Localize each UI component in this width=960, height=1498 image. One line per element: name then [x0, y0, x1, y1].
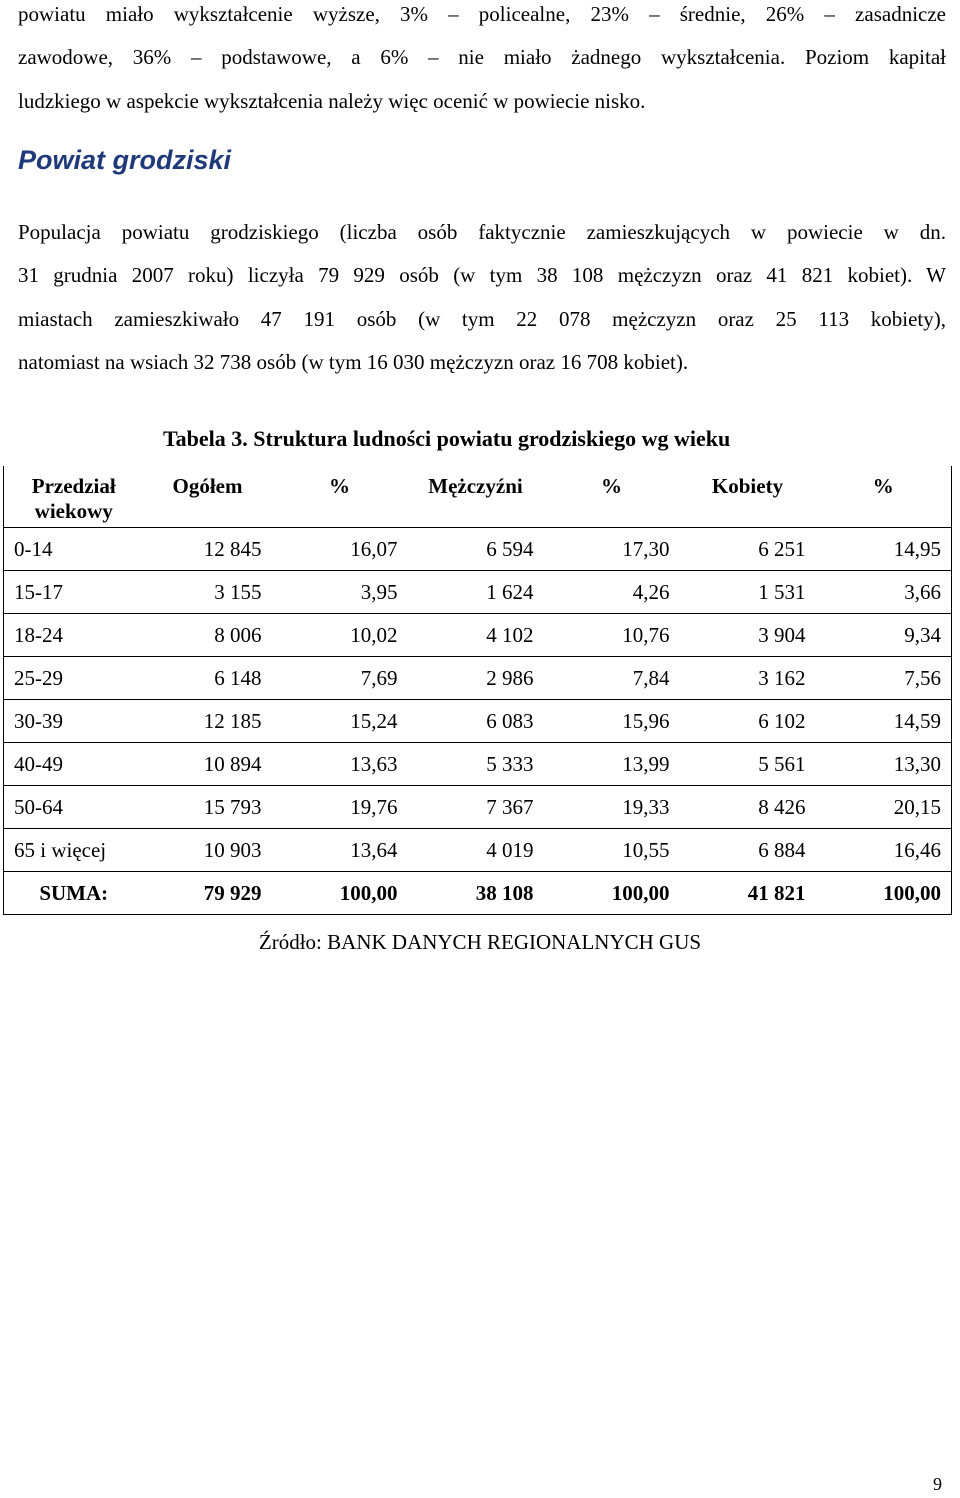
body-paragraph — [18, 211, 946, 384]
men-cell: 1 624 — [486, 579, 534, 604]
sum-age-range-cell: SUMA: — [4, 872, 144, 915]
sum-men-cell: 38 108 — [408, 872, 544, 915]
header-men: Mężczyźni — [428, 474, 523, 498]
section-heading: Powiat grodziski — [18, 145, 232, 175]
page-number: 9 — [933, 1474, 942, 1494]
men-percent-cell: 7,84 — [632, 665, 670, 690]
header-total-percent: % — [329, 474, 350, 498]
women-percent-cell: 14,59 — [816, 700, 952, 743]
women-cell: 8 426 — [758, 794, 806, 819]
table-caption: Tabela 3. Struktura ludności powiatu grodziskiego wg wieku — [163, 426, 731, 451]
total-cell: 10 894 — [203, 751, 262, 776]
table-row — [4, 657, 952, 700]
table-row — [4, 528, 952, 571]
table-row — [4, 571, 952, 614]
women-percent-cell: 16,46 — [816, 829, 952, 872]
men-cell: 6 083 — [486, 708, 534, 733]
women-percent-cell: 20,15 — [816, 786, 952, 829]
total-percent-cell: 16,07 — [350, 536, 398, 561]
source-note-text: Źródło: BANK DANYCH REGIONALNYCH GUS — [258, 930, 702, 954]
men-cell: 6 594 — [486, 536, 534, 561]
total-cell: 12 845 — [203, 536, 262, 561]
total-cell: 15 793 — [203, 794, 262, 819]
table-header-row — [4, 466, 952, 528]
intro-paragraph — [18, 0, 946, 123]
total-percent-cell: 19,76 — [350, 794, 398, 819]
women-cell: 1 531 — [758, 579, 806, 604]
source-note — [0, 930, 960, 955]
header-women: Kobiety — [711, 474, 784, 498]
text-line: 31 grudnia 2007 roku) liczyła 79 929 osób (w tym 38 108 mężczyzn oraz 41 821 kobiet). W — [18, 263, 946, 288]
text-line: ludzkiego w aspekcie wykształcenia należy więc ocenić w powiecie nisko. — [18, 88, 646, 113]
table-row — [4, 786, 952, 829]
header-age-range: Przedział wiekowy — [4, 466, 144, 528]
men-percent-cell: 10,76 — [622, 622, 670, 647]
table-row — [4, 743, 952, 786]
table-sum-row — [4, 872, 952, 915]
age-range-cell: 25-29 — [4, 657, 144, 700]
sum-women-cell: 41 821 — [680, 872, 816, 915]
header-women-percent: % — [816, 466, 952, 528]
men-percent-cell: 10,55 — [622, 837, 670, 862]
total-percent-cell: 7,69 — [360, 665, 398, 690]
total-percent-cell: 15,24 — [350, 708, 398, 733]
women-cell: 3 162 — [758, 665, 806, 690]
age-range-cell: 40-49 — [4, 743, 144, 786]
women-percent-cell: 14,95 — [816, 528, 952, 571]
sum-men-percent-cell: 100,00 — [544, 872, 680, 915]
header-total: Ogółem — [172, 474, 243, 498]
men-percent-cell: 17,30 — [622, 536, 670, 561]
table-row — [4, 614, 952, 657]
age-range-cell: 50-64 — [4, 786, 144, 829]
age-range-cell: 30-39 — [4, 700, 144, 743]
men-cell: 7 367 — [486, 794, 534, 819]
text-line: zawodowe, 36% – podstawowe, a 6% – nie miało żadnego wykształcenia. Poziom kapitał — [18, 45, 946, 70]
men-cell: 5 333 — [486, 751, 534, 776]
men-percent-cell: 4,26 — [632, 579, 670, 604]
table-row — [4, 700, 952, 743]
total-cell: 8 006 — [214, 622, 262, 647]
population-age-table — [3, 466, 952, 915]
women-percent-cell: 3,66 — [816, 571, 952, 614]
sum-women-percent-cell: 100,00 — [816, 872, 952, 915]
sum-total-percent-cell: 100,00 — [272, 872, 408, 915]
table-row — [4, 829, 952, 872]
sum-total-cell: 79 929 — [144, 872, 272, 915]
total-cell: 6 148 — [214, 665, 262, 690]
total-percent-cell: 13,63 — [350, 751, 398, 776]
total-cell: 3 155 — [214, 579, 262, 604]
header-men-percent: % — [601, 474, 622, 498]
women-cell: 3 904 — [758, 622, 806, 647]
women-cell: 6 884 — [758, 837, 806, 862]
women-cell: 6 102 — [758, 708, 806, 733]
total-percent-cell: 13,64 — [350, 837, 398, 862]
age-range-cell: 65 i więcej — [4, 829, 144, 872]
total-percent-cell: 3,95 — [360, 579, 398, 604]
men-percent-cell: 13,99 — [622, 751, 670, 776]
age-range-cell: 15-17 — [4, 571, 144, 614]
men-cell: 4 019 — [486, 837, 534, 862]
total-cell: 12 185 — [203, 708, 262, 733]
total-percent-cell: 10,02 — [350, 622, 398, 647]
women-percent-cell: 13,30 — [816, 743, 952, 786]
men-cell: 2 986 — [486, 665, 534, 690]
age-range-cell: 0-14 — [4, 528, 144, 571]
text-line: miastach zamieszkiwało 47 191 osób (w tym 22 078 mężczyzn oraz 25 113 kobiety), — [18, 306, 946, 331]
women-cell: 5 561 — [758, 751, 806, 776]
men-cell: 4 102 — [486, 622, 534, 647]
text-line: powiatu miało wykształcenie wyższe, 3% – policealne, 23% – średnie, 26% – zasadnicze — [18, 2, 946, 26]
men-percent-cell: 19,33 — [622, 794, 670, 819]
age-range-cell: 18-24 — [4, 614, 144, 657]
women-percent-cell: 9,34 — [816, 614, 952, 657]
women-cell: 6 251 — [758, 536, 806, 561]
text-line: natomiast na wsiach 32 738 osób (w tym 16 030 mężczyzn oraz 16 708 kobiet). — [18, 349, 689, 374]
text-line: Populacja powiatu grodziskiego (liczba osób faktycznie zamieszkujących w powiecie w dn. — [18, 220, 946, 244]
total-cell: 10 903 — [203, 837, 262, 862]
women-percent-cell: 7,56 — [816, 657, 952, 700]
men-percent-cell: 15,96 — [622, 708, 670, 733]
